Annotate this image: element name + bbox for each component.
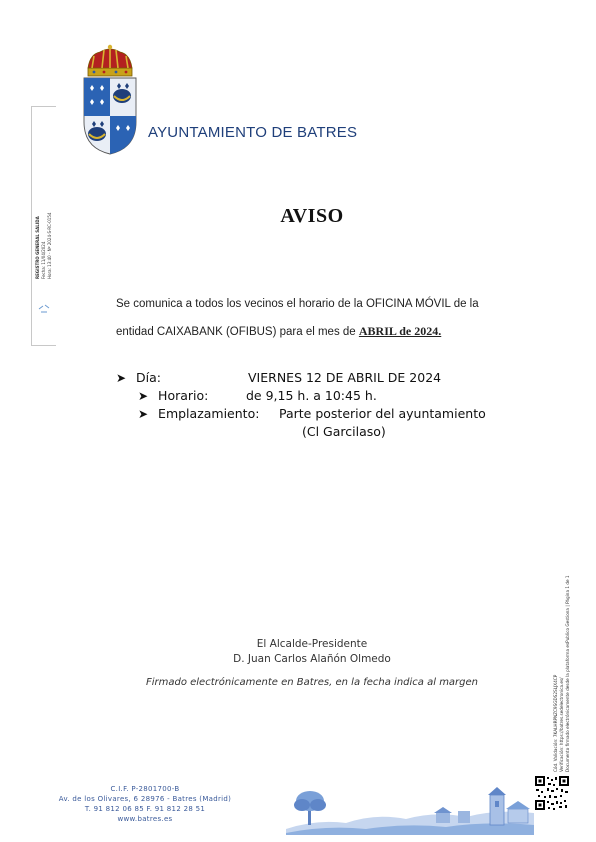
signer-name: D. Juan Carlos Alañón Olmedo [233,653,391,665]
emplazamiento-value: Parte posterior del ayuntamiento [279,406,486,421]
validation-platform: Documento firmado electrónicamente desde la plataforma esPublico Gestiona | Página 1 de 1 [565,575,570,772]
announcement-line-2-text: entidad CAIXABANK (OFIBUS) para el mes de [116,326,356,338]
horario-value: de 9,15 h. a 10:45 h. [246,388,377,403]
announcement-line-1: Se comunica a todos los vecinos el horario de la OFICINA MÓVIL de la [116,298,479,310]
town-landscape-illustration [286,783,534,835]
detail-horario [138,388,208,403]
dia-value: VIERNES 12 DE ABRIL DE 2024 [248,370,442,385]
signer-role: El Alcalde-Presidente [256,638,368,650]
announcement-line-2 [116,324,536,339]
stamp-line-2: Fecha: 11/04/2024 [41,241,46,279]
organization-name: AYUNTAMIENTO DE BATRES [148,124,358,141]
coat-of-arms-logo [80,44,140,156]
emplazamiento-label: Emplazamiento: [158,406,260,421]
validation-code: Cód. Validación: 7KALHRPNZC9SGDS2SLJX4CP [553,674,558,772]
footer-cif: C.I.F. P-2801700-B [110,785,180,793]
footer-web[interactable]: www.batres.es [117,815,173,823]
emplazamiento-street: (Cl Garcilaso) [302,424,386,439]
stamp-mark-icon [37,302,51,316]
detail-emplazamiento [138,406,259,421]
validation-url: Verificación: https://batres.sedelectronica.es/ [559,677,564,772]
stamp-line-1: REGISTRO GENERAL SALIDA [35,216,40,279]
detail-dia [116,370,161,385]
announcement-month: ABRIL de 2024. [358,324,442,338]
stamp-line-3: Hora: 13:40 - Nº 2024-S-RC-0154 [47,212,52,279]
page-title: AVISO [280,205,344,227]
arrow-bullet-icon: ➤ [138,407,149,421]
qr-code [534,775,570,811]
horario-label: Horario: [158,388,209,403]
dia-label: Día: [136,370,162,385]
footer-phone: T. 91 812 06 85 F. 91 812 28 51 [84,805,206,813]
footer-address: Av. de los Olivares, 6 28976 - Batres (Madrid) [58,795,232,803]
signature-note: Firmado electrónicamente en Batres, en la fecha indica al margen [145,677,479,688]
arrow-bullet-icon: ➤ [116,371,127,385]
arrow-bullet-icon: ➤ [138,389,149,403]
